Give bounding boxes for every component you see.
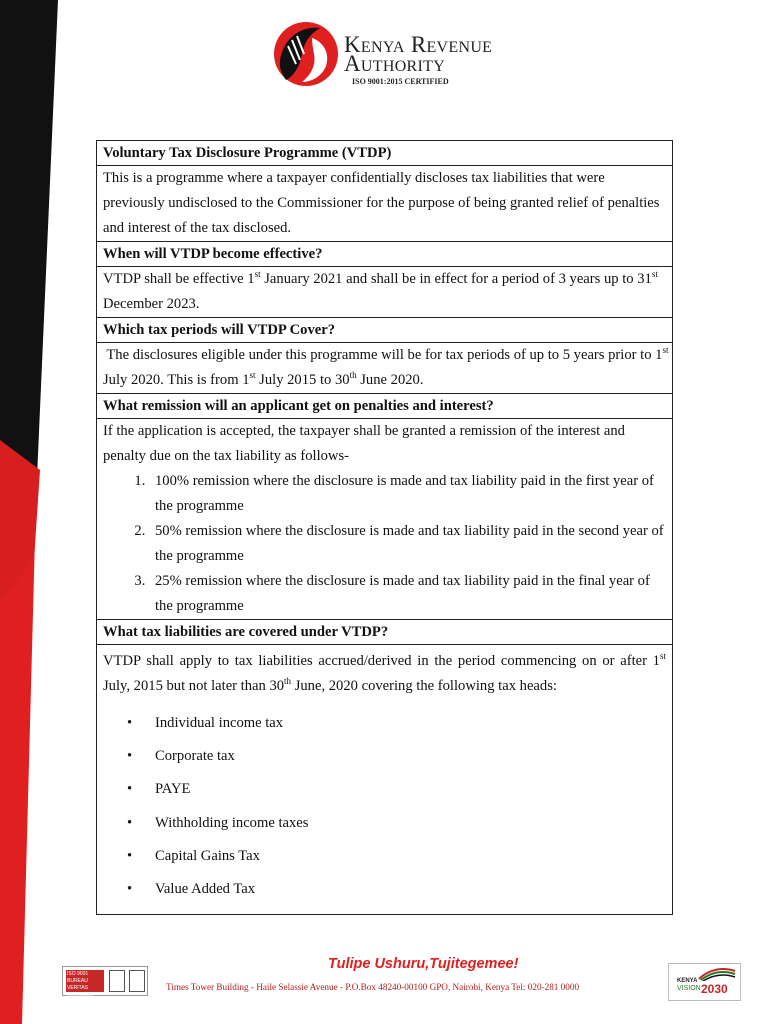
iso-certification: ISO 9001:2015 CERTIFIED	[352, 77, 449, 86]
kenya-vision-2030-logo	[668, 963, 741, 1001]
section-body: This is a programme where a taxpayer confidentially discloses tax liabilities that were previously undisclosed to the Commissioner for the purpose of being granted relief of penalties and interest of the tax disclosed.	[97, 166, 672, 242]
list-item: • Corporate tax	[149, 740, 666, 773]
vtdp-table	[96, 140, 673, 915]
list-item: • PAYE	[149, 773, 666, 806]
org-name-line1: Kenya Revenue	[344, 32, 493, 57]
footer-address: Times Tower Building - Haile Selassie Avenue - P.O.Box 48240-00100 GPO, Nairobi, Kenya Tel: 020-281 0000	[166, 982, 580, 992]
list-item: • Withholding income taxes	[149, 807, 666, 840]
section-heading: When will VTDP become effective?	[97, 242, 672, 267]
iso-badge-icon	[129, 970, 145, 992]
bureau-veritas-badge: ISO 9001 BUREAU VERITAS Certification	[66, 970, 104, 992]
section-body	[97, 645, 672, 914]
section-body: The disclosures eligible under this programme will be for tax periods of up to 5 years prior to 1st July 2020. This is from 1st July 2015 to 30th June 2020.	[97, 343, 672, 394]
ukas-badge-icon	[109, 970, 125, 992]
list-item: • Value Added Tax	[149, 873, 666, 906]
section-heading: Which tax periods will VTDP Cover?	[97, 318, 672, 343]
vision-year: 2030	[701, 982, 728, 996]
list-item: 2. 50% remission where the disclosure is made and tax liability paid in the second year of the programme	[149, 519, 666, 569]
list-item: 1. 100% remission where the disclosure is made and tax liability paid in the first year of the programme	[149, 469, 666, 519]
section-body	[97, 419, 672, 620]
swoosh-icon	[697, 967, 737, 981]
org-name-line2: Authority	[344, 51, 446, 76]
remission-list	[103, 469, 666, 619]
coverage-text: VTDP shall apply to tax liabilities accrued/derived in the period commencing on or after 1st July, 2015 but not later than 30th June, 2020 covering the following tax heads:	[103, 651, 666, 694]
section-heading: Voluntary Tax Disclosure Programme (VTDP)	[97, 141, 672, 166]
kra-logo	[272, 20, 552, 90]
vision-kenya-label: KENYA	[677, 978, 698, 984]
list-item: 3. 25% remission where the disclosure is made and tax liability paid in the final year of the programme	[149, 569, 666, 619]
section-heading: What tax liabilities are covered under VTDP?	[97, 620, 672, 645]
section-body: VTDP shall be effective 1st January 2021 and shall be in effect for a period of 3 years up to 31st December 2023.	[97, 267, 672, 318]
list-item: • Capital Gains Tax	[149, 840, 666, 873]
tax-heads-list	[103, 707, 666, 906]
footer-slogan: Tulipe Ushuru,Tujitegemee!	[328, 956, 519, 972]
decorative-stripe	[0, 0, 60, 1024]
lion-emblem-icon	[272, 20, 340, 88]
remission-intro: If the application is accepted, the taxpayer shall be granted a remission of the interest and penalty due on the tax liability as follows-	[103, 423, 625, 464]
list-item: • Individual income tax	[149, 707, 666, 740]
certification-badges	[62, 966, 148, 996]
vision-label: VISION	[677, 985, 701, 992]
section-heading: What remission will an applicant get on penalties and interest?	[97, 394, 672, 419]
